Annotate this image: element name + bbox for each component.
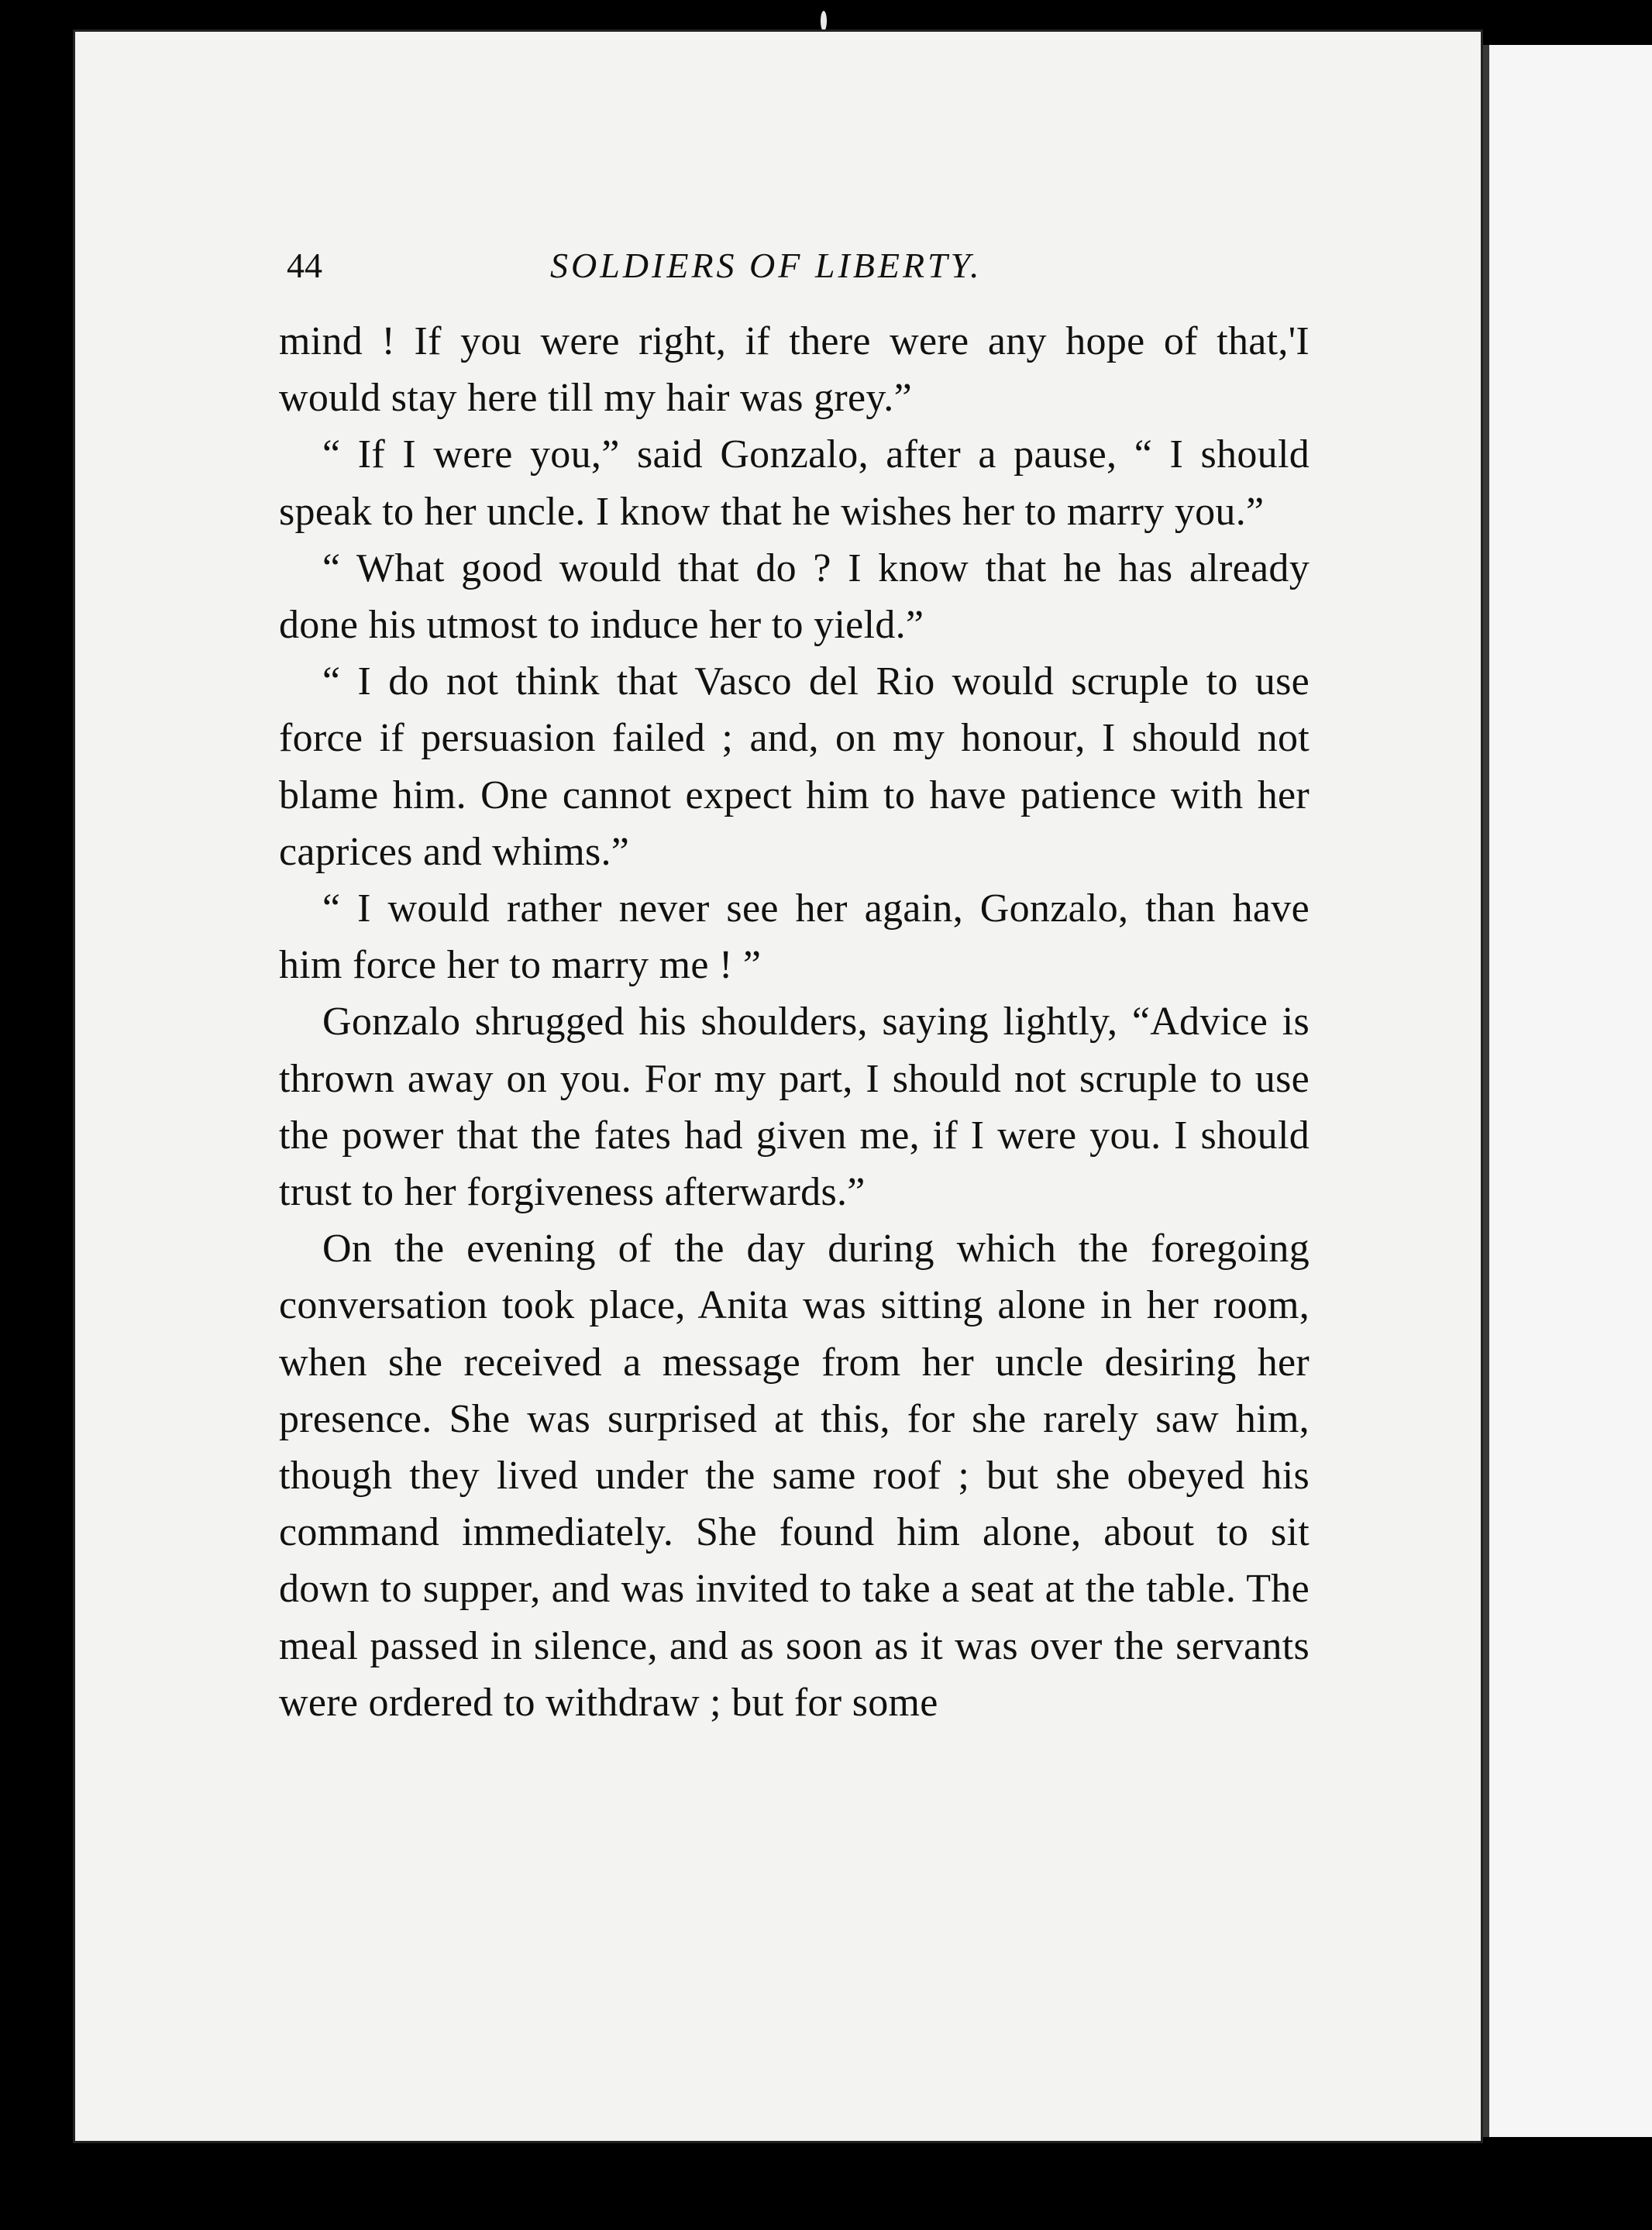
paragraph-5: “ I would rather never see her again, Gonzalo, than have him force her to marry me ! ” (279, 886, 1310, 988)
paragraph-6: Gonzalo shrugged his shoulders, saying lightly, “Advice is thrown away on you. For my part, I should not scruple to use the power that the fates had given me, if I were you. I should trust to her forgiveness afterwards.” (279, 1000, 1310, 1215)
paragraph-4: “ I do not think that Vasco del Rio would scruple to use force if persuasion failed ; and, on my honour, I should not blame him. One cannot expect him to have patience with her caprices and whims.” (279, 659, 1310, 874)
paragraph-7: On the evening of the day during which the foregoing conversation took place, Anita was sitting alone in her room, when she received a message from her uncle desiring her presence. She was surprised at this, for she rarely saw him, though they lived under the same roof ; but she obeyed his command immediately. She found him alone, about to sit down to supper, and was invited to take a seat at the table. The meal passed in silence, and as soon as it was over the servants were ordered to withdraw ; but for some (279, 1227, 1310, 1725)
paragraph-1: mind ! If you were right, if there were any hope of that,'I would stay here till my hair was grey.” (279, 319, 1310, 421)
text-body (279, 313, 1310, 1731)
adjacent-page (1489, 45, 1652, 2137)
page-header (287, 243, 1317, 297)
running-head: SOLDIERS OF LIBERTY. (550, 246, 983, 285)
page-number: 44 (287, 246, 322, 285)
paragraph-2: “ If I were you,” said Gonzalo, after a pause, “ I should speak to her uncle. I know that he wishes her to marry you.” (279, 432, 1310, 534)
paragraph-3: “ What good would that do ? I know that he has already done his utmost to induce her to yield.” (279, 545, 1310, 648)
scan-artifact-mark (821, 11, 827, 31)
